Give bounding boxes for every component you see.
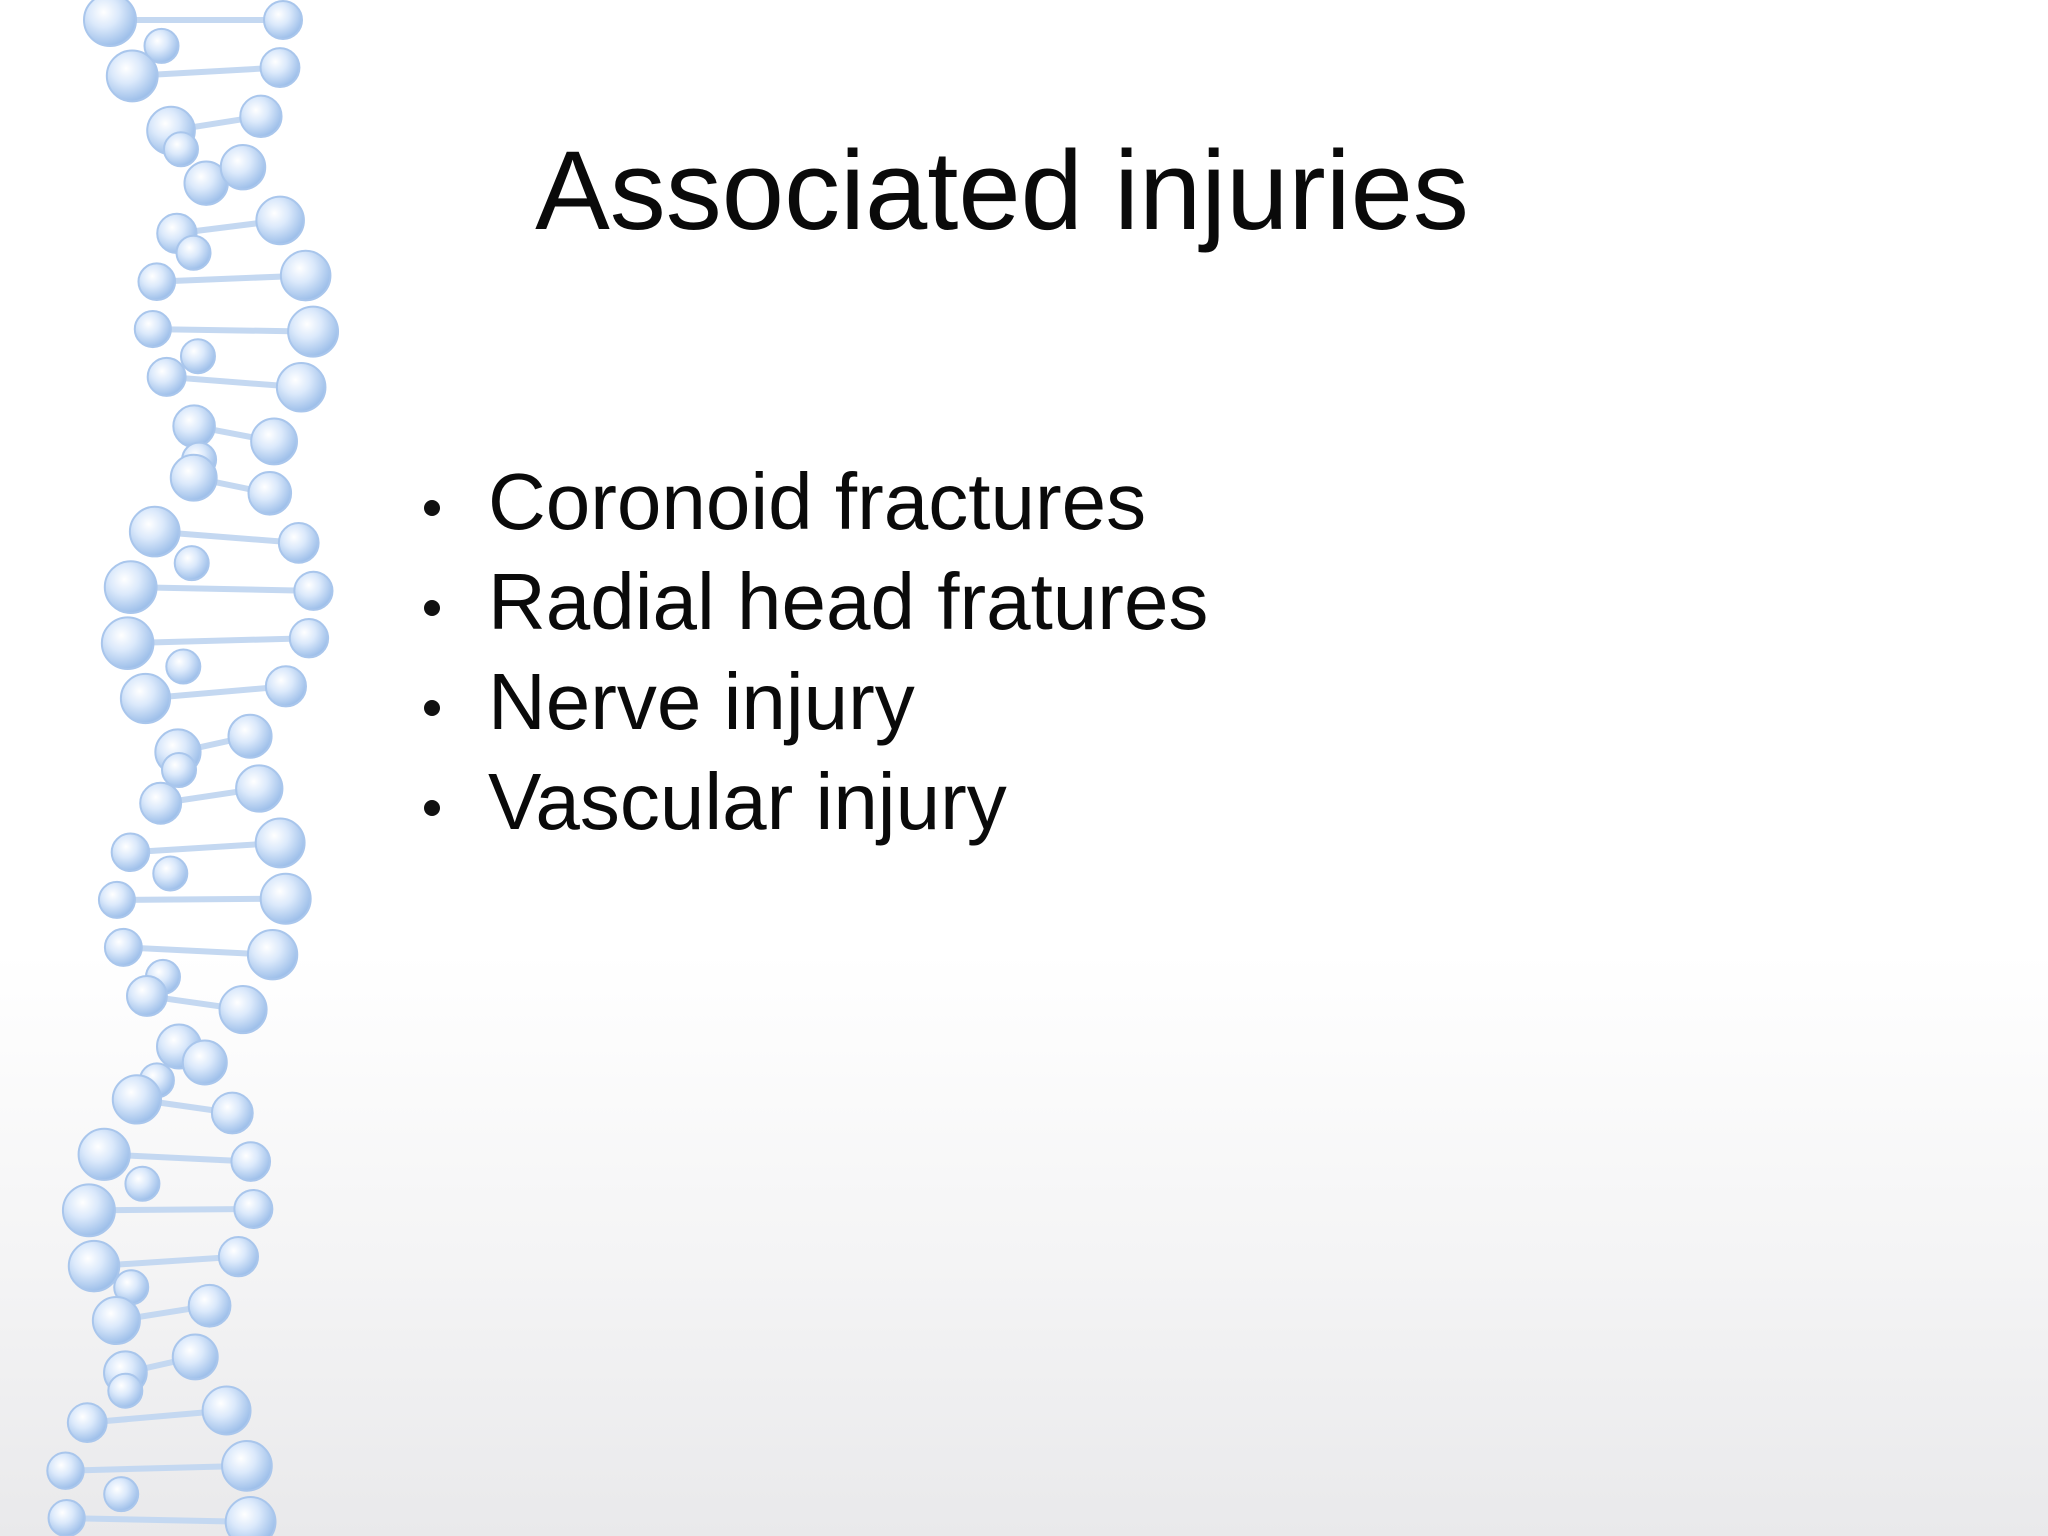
helix-node xyxy=(173,1334,218,1379)
helix-node xyxy=(135,311,171,347)
helix-rung xyxy=(67,1518,251,1522)
helix-node xyxy=(79,1129,130,1180)
helix-node xyxy=(173,405,215,447)
helix-node xyxy=(256,818,305,867)
helix-node xyxy=(127,976,167,1016)
helix-rung xyxy=(131,587,314,591)
helix-node xyxy=(112,834,150,872)
slide-title-text: Associated injuries xyxy=(535,128,1469,253)
bullet-dot-icon xyxy=(424,500,440,516)
helix-node xyxy=(84,0,136,46)
helix-node xyxy=(251,418,297,464)
bullet-text: Nerve injury xyxy=(488,657,915,746)
helix-node xyxy=(148,358,186,396)
helix-node xyxy=(266,666,306,706)
helix-node xyxy=(226,1497,276,1536)
helix-node xyxy=(203,1387,251,1435)
helix-node xyxy=(130,507,180,557)
helix-node xyxy=(93,1297,140,1344)
helix-node xyxy=(107,50,158,101)
helix-node xyxy=(248,472,291,515)
slide-title xyxy=(0,126,2048,256)
helix-node xyxy=(290,619,328,657)
bullet-list xyxy=(420,452,1208,852)
bullet-dot-icon xyxy=(424,700,440,716)
helix-node xyxy=(175,546,209,580)
helix-node xyxy=(231,1142,270,1181)
helix-node xyxy=(236,765,282,811)
bullet-item xyxy=(420,552,1208,652)
helix-node xyxy=(108,1374,142,1408)
helix-node xyxy=(171,455,217,501)
bullet-text: Coronoid fractures xyxy=(488,457,1147,546)
helix-node xyxy=(138,263,175,300)
helix-node xyxy=(162,753,196,787)
helix-node xyxy=(104,1477,138,1511)
bullet-dot-icon xyxy=(424,600,440,616)
helix-node xyxy=(105,561,157,613)
helix-node xyxy=(261,48,300,87)
helix-rung xyxy=(128,638,309,643)
helix-node xyxy=(248,930,297,979)
helix-node xyxy=(69,1241,119,1291)
helix-node xyxy=(261,874,311,924)
helix-node xyxy=(102,617,154,669)
helix-node xyxy=(277,363,326,412)
bullet-item xyxy=(420,452,1208,552)
helix-node xyxy=(234,1190,272,1228)
helix-node xyxy=(49,1500,85,1536)
helix-node xyxy=(99,882,135,918)
helix-rung xyxy=(66,1466,247,1471)
helix-node xyxy=(125,1167,159,1201)
helix-node xyxy=(68,1403,107,1442)
bullet-text: Vascular injury xyxy=(488,757,1007,846)
helix-node xyxy=(181,339,215,373)
helix-node xyxy=(153,856,187,890)
helix-node xyxy=(212,1093,253,1134)
bullet-item xyxy=(420,752,1208,852)
helix-node xyxy=(281,251,331,301)
bullet-item xyxy=(420,652,1208,752)
helix-node xyxy=(183,1040,227,1084)
helix-node xyxy=(47,1453,83,1489)
helix-node xyxy=(220,986,267,1033)
helix-node xyxy=(288,307,338,357)
helix-node xyxy=(294,572,332,610)
helix-node xyxy=(222,1441,272,1491)
bullet-text: Radial head fratures xyxy=(488,557,1209,646)
helix-node xyxy=(189,1285,231,1327)
helix-node xyxy=(166,650,200,684)
helix-node xyxy=(279,523,319,563)
bullet-dot-icon xyxy=(424,800,440,816)
helix-node xyxy=(105,929,142,966)
helix-node xyxy=(121,674,170,723)
helix-node xyxy=(113,1075,161,1123)
helix-node xyxy=(264,1,302,39)
helix-node xyxy=(229,715,272,758)
helix-node xyxy=(63,1184,115,1236)
helix-node xyxy=(219,1237,258,1276)
helix-node xyxy=(140,783,181,824)
